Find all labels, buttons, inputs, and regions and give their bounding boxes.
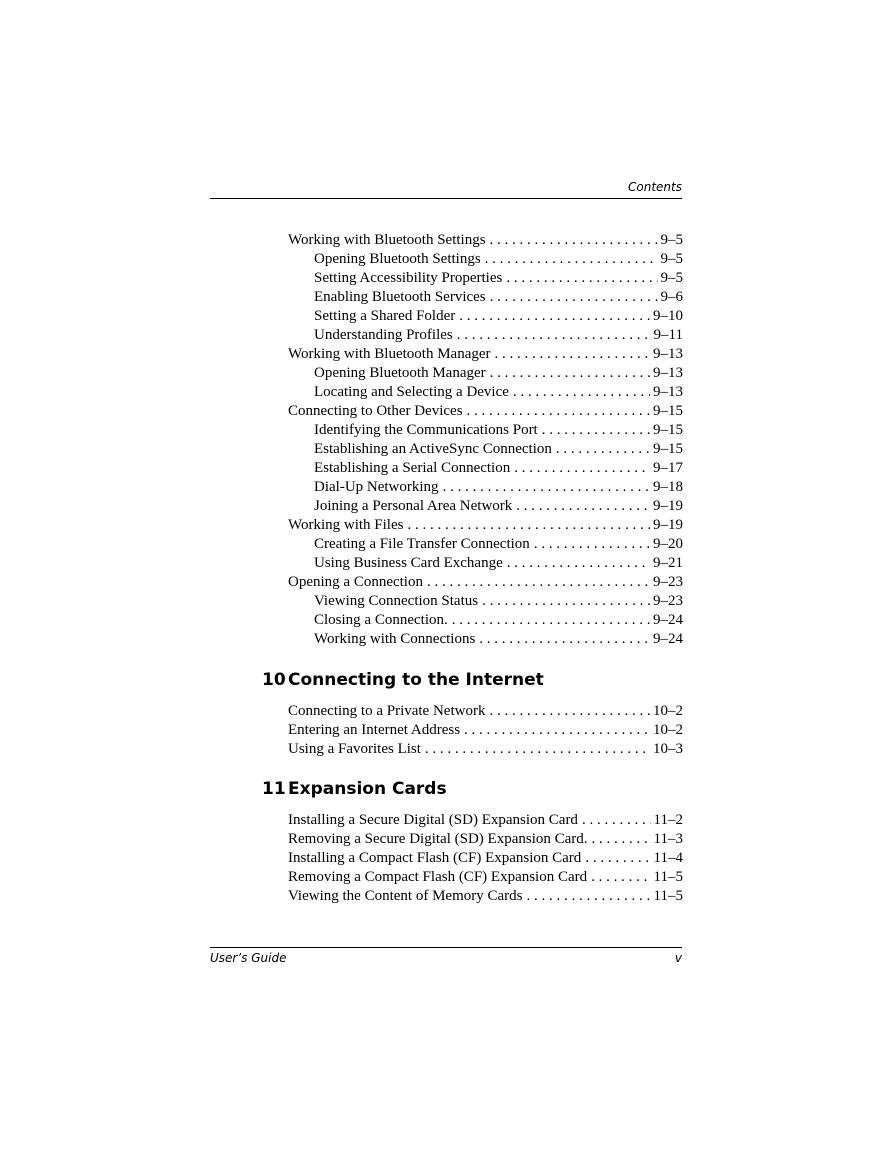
toc-entry[interactable] [288,345,683,364]
dot-leader [582,811,651,830]
dot-leader [585,849,650,868]
toc-entry[interactable] [288,459,683,478]
toc-entry-title: Opening Bluetooth Settings [314,251,481,267]
toc-entry[interactable] [288,421,683,440]
toc-entry-page: 9–15 [653,403,683,419]
toc-entry-title: Identifying the Communications Port [314,422,538,438]
dot-leader [513,383,650,402]
chapter-title: Connecting to the Internet [288,670,544,690]
toc-entry-page: 9–24 [653,631,683,647]
toc-entry[interactable] [288,497,683,516]
toc-entry-page: 9–11 [653,327,683,343]
toc-entry-title: Connecting to a Private Network [288,703,486,719]
toc-entry[interactable] [288,830,683,849]
toc-chapter-11-entries [288,811,683,906]
toc-entry-title: Installing a Secure Digital (SD) Expansion Card [288,812,578,828]
toc-entry-title: Entering an Internet Address [288,722,461,738]
dot-leader [542,421,650,440]
toc-entry-page: 10–3 [653,741,683,757]
toc-entry-page: 9–23 [653,574,683,590]
dot-leader [534,535,650,554]
chapter-title: Expansion Cards [288,779,447,799]
toc-entry[interactable] [288,573,683,592]
toc-entry[interactable] [288,250,683,269]
chapter-heading-11 [262,778,683,800]
toc-entry[interactable] [288,478,683,497]
dot-leader [592,830,651,849]
toc-entry-page: 9–6 [660,289,683,305]
toc-entry-page: 9–18 [653,479,683,495]
toc-entry[interactable] [288,849,683,868]
toc-entry-page: 11–2 [653,812,683,828]
toc-entry-title: Setting a Shared Folder [314,308,456,324]
dot-leader [407,516,650,535]
toc-entry-page: 9–13 [653,384,683,400]
dot-leader [482,592,650,611]
toc-entry-title: Opening a Connection [288,574,423,590]
toc-entry-page: 9–5 [660,270,683,286]
dot-leader [467,402,650,421]
toc-entry-page: 11–5 [653,869,683,885]
toc-entry-title: Viewing Connection Status [314,593,479,609]
toc-entry-title: Working with Files [288,517,404,533]
toc-entry-title: Removing a Secure Digital (SD) Expansion Card. [288,831,588,847]
toc-entry-page: 9–20 [653,536,683,552]
dot-leader [443,478,650,497]
dot-leader [425,740,650,759]
dot-leader [591,868,650,887]
toc-entry[interactable] [288,383,683,402]
toc-entry[interactable] [288,740,683,759]
table-of-contents [262,231,683,906]
toc-entry-title: Using Business Card Exchange [314,555,503,571]
header-title: Contents [628,180,682,194]
toc-entry[interactable] [288,554,683,573]
toc-section-9 [288,231,683,649]
toc-entry[interactable] [288,702,683,721]
toc-entry-page: 9–24 [653,612,683,628]
running-header [210,179,682,199]
toc-entry-title: Creating a File Transfer Connection [314,536,530,552]
toc-entry[interactable] [288,592,683,611]
toc-entry-title: Connecting to Other Devices [288,403,463,419]
dot-leader [459,307,650,326]
toc-entry-title: Opening Bluetooth Manager [314,365,486,381]
toc-entry-page: 9–13 [653,346,683,362]
toc-entry-title: Installing a Compact Flash (CF) Expansion Card [288,850,582,866]
toc-entry[interactable] [288,721,683,740]
dot-leader [490,288,658,307]
dot-leader [485,250,658,269]
dot-leader [490,231,658,250]
dot-leader [452,611,650,630]
toc-entry[interactable] [288,611,683,630]
toc-entry-page: 9–17 [653,460,683,476]
toc-entry-title: Establishing a Serial Connection [314,460,511,476]
toc-entry[interactable] [288,231,683,250]
toc-entry[interactable] [288,326,683,345]
chapter-number: 11 [262,779,286,799]
toc-entry-title: Dial-Up Networking [314,479,439,495]
toc-entry-title: Working with Connections [314,631,476,647]
dot-leader [514,459,650,478]
toc-entry-title: Establishing an ActiveSync Connection [314,441,552,457]
dot-leader [489,702,650,721]
toc-entry-title: Viewing the Content of Memory Cards [288,888,523,904]
dot-leader [495,345,650,364]
toc-entry-title: Closing a Connection. [314,612,448,628]
toc-entry-page: 9–13 [653,365,683,381]
toc-entry-title: Working with Bluetooth Manager [288,346,491,362]
toc-entry-page: 11–4 [653,850,683,866]
toc-entry-title: Locating and Selecting a Device [314,384,509,400]
toc-entry-title: Enabling Bluetooth Services [314,289,486,305]
toc-entry-page: 10–2 [653,722,683,738]
page-number: v [674,951,682,965]
dot-leader [464,721,650,740]
toc-entry[interactable] [288,364,683,383]
toc-entry-page: 9–10 [653,308,683,324]
toc-entry[interactable] [288,868,683,887]
toc-entry[interactable] [288,288,683,307]
dot-leader [556,440,650,459]
toc-entry-page: 11–3 [653,831,683,847]
toc-entry[interactable] [288,887,683,906]
chapter-number: 10 [262,670,286,690]
toc-entry-title: Understanding Profiles [314,327,453,343]
dot-leader [507,554,650,573]
toc-entry-page: 9–23 [653,593,683,609]
dot-leader [427,573,650,592]
toc-entry[interactable] [288,440,683,459]
toc-entry-page: 9–19 [653,498,683,514]
dot-leader [479,630,650,649]
dot-leader [490,364,650,383]
toc-entry[interactable] [288,269,683,288]
dot-leader [506,269,657,288]
toc-entry-title: Using a Favorites List [288,741,421,757]
toc-entry-page: 9–19 [653,517,683,533]
toc-entry-page: 9–21 [653,555,683,571]
footer-guide-title: User’s Guide [210,951,287,965]
toc-entry-page: 9–5 [660,232,683,248]
toc-entry-title: Removing a Compact Flash (CF) Expansion Card [288,869,588,885]
toc-entry-page: 9–5 [660,251,683,267]
dot-leader [516,497,650,516]
toc-entry-page: 9–15 [653,422,683,438]
running-footer [210,947,682,966]
toc-entry-title: Setting Accessibility Properties [314,270,503,286]
toc-entry-page: 11–5 [653,888,683,904]
dot-leader [457,326,651,345]
toc-entry[interactable] [288,535,683,554]
toc-entry-title: Joining a Personal Area Network [314,498,513,514]
toc-entry[interactable] [288,630,683,649]
chapter-heading-10 [262,669,683,691]
toc-entry[interactable] [288,307,683,326]
toc-entry[interactable] [288,516,683,535]
toc-entry[interactable] [288,402,683,421]
toc-entry-title: Working with Bluetooth Settings [288,232,486,248]
dot-leader [526,887,650,906]
toc-chapter-10-entries [288,702,683,759]
toc-entry-page: 10–2 [653,703,683,719]
toc-entry[interactable] [288,811,683,830]
toc-entry-page: 9–15 [653,441,683,457]
